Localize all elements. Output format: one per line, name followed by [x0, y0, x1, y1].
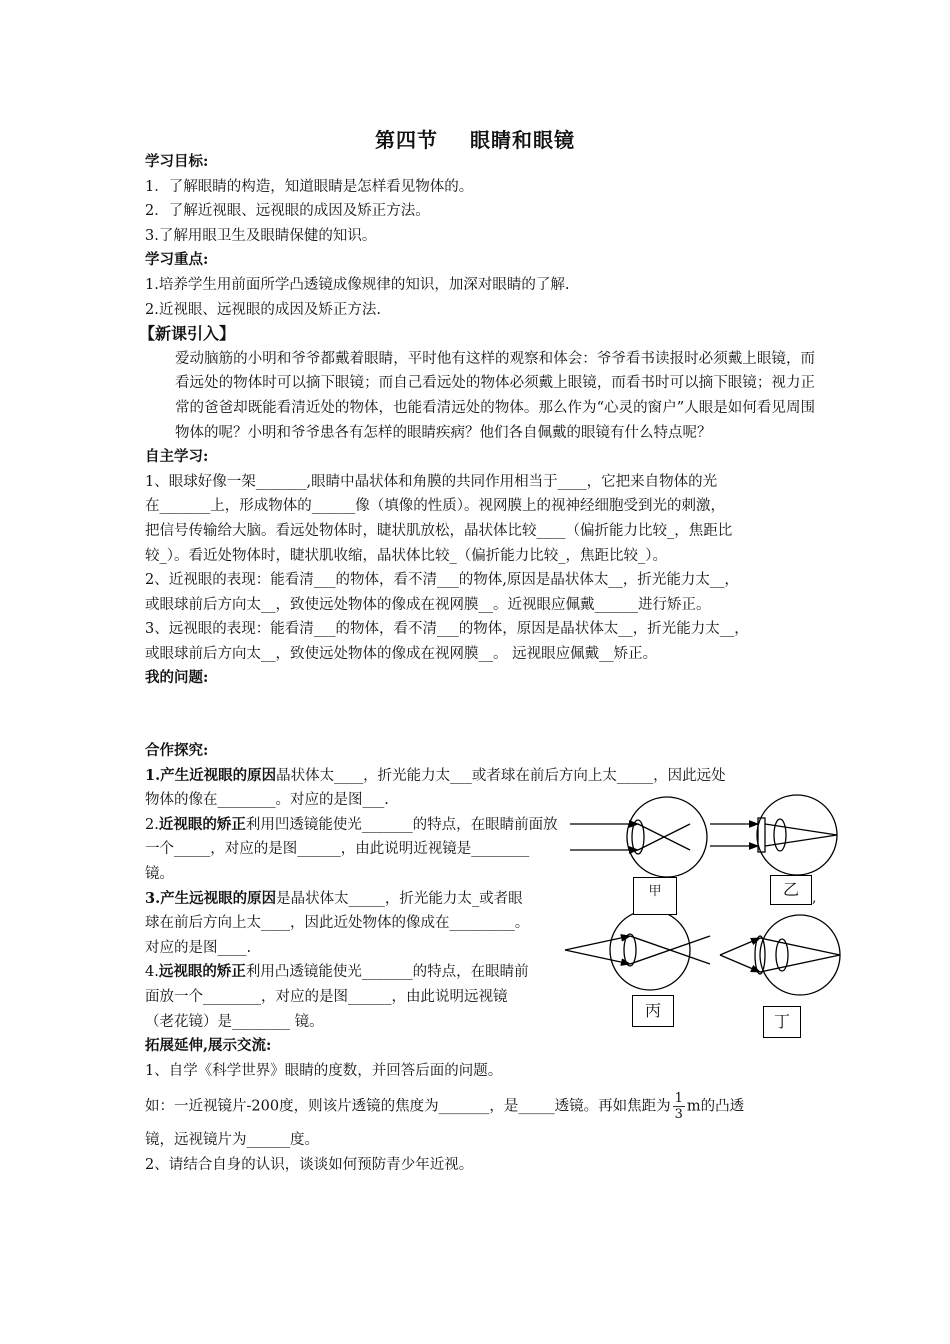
intro-text: 爱动脑筋的小明和爷爷都戴着眼睛，平时他有这样的观察和体会：爷爷看书读报时必须戴上眼镜，而看远处的物体时可以摘下眼镜；而自己看远处的物体必须戴上眼镜，而看书时可以摘下眼镜；视力正常的爸爸却既能看清近处的物体，也能看清远处的物体。那么作为“心灵的窗户”人眼是如何看见周围物体的呢？小明和爷爷患各有怎样的眼睛疾病？他们各自佩戴的眼镜有什么特点呢？: [175, 350, 815, 441]
eye-diagrams: [560, 790, 850, 1050]
coop-q3: [145, 887, 535, 961]
figure-label-bing: 丙: [632, 995, 674, 1027]
coop-q1-label: 1.产生近视眼的原因: [145, 766, 277, 784]
coop-q3-text: 是晶状体太_____，折光能力太_或者眼球在前后方向上太____，因此近处物体的像成在_________。对应的是图____.: [145, 890, 530, 956]
intro-heading: 【新课引入】: [139, 324, 236, 344]
coop-q4-number: 4.: [145, 964, 159, 981]
coop-q2-text: 利用凹透镜能使光_______的特点，在眼睛前面放一个_____，对应的是图______，由此说明近视镜是________ 镜。: [145, 816, 558, 883]
crystalline-lens: [774, 819, 786, 851]
intro-paragraph: [145, 347, 815, 445]
figure-label-jia: 甲: [633, 877, 677, 915]
coop-q4-text: 利用凸透镜能使光_______的特点，在眼睛前面放一个________，对应的是图______，由此说明远视镜（老花镜）是________ 镜。: [145, 964, 529, 1030]
extend-item2: 2、请结合自身的认识，谈谈如何预防青少年近视。: [145, 1156, 474, 1173]
goal-item: 1．了解眼睛的构造，知道眼睛是怎样看见物体的。: [145, 178, 474, 195]
goal-item: 2．了解近视眼、远视眼的成因及矫正方法。: [145, 203, 430, 220]
coop-q4: [145, 960, 535, 1034]
self-study-line: 在_______上，形成物体的______像（填像的性质）。视网膜上的视神经细胞受到光的刺激，: [145, 498, 725, 515]
self-study-heading: 自主学习:: [145, 448, 209, 466]
eyeball: [627, 797, 707, 877]
focus-heading: 学习重点:: [145, 251, 209, 269]
coop-q1-line2: 物体的像在________。对应的是图___.: [145, 792, 389, 809]
extend-example-line2: 镜，远视镜片为______度。: [145, 1132, 319, 1149]
crystalline-lens: [632, 820, 644, 854]
blank-space: [145, 691, 815, 715]
goals-heading: 学习目标:: [145, 153, 209, 170]
extend-heading: 拓展延伸,展示交流:: [145, 1037, 272, 1055]
coop-q1-text: 晶状体太____，折光能力太___或者球在前后方向上太_____，因此远处: [276, 767, 726, 784]
goal-item: 3.了解用眼卫生及眼睛保健的知识。: [145, 227, 377, 244]
figure-label-ding: 丁: [763, 1006, 801, 1038]
eye-diagram-yi: [710, 795, 837, 875]
section-topic: 眼睛和眼镜: [470, 128, 575, 152]
eye-diagram-ding: [720, 915, 840, 995]
section-number: 第四节: [375, 128, 438, 152]
eyeball: [757, 795, 837, 875]
self-study-line: 3、远视眼的表现：能看清___的物体，看不清___的物体，原因是晶状体太__，折光能力太__，: [145, 621, 749, 638]
fraction-numerator: 1: [674, 1091, 683, 1107]
eye-diagram-jia: [570, 797, 707, 877]
blank-space: [145, 715, 815, 739]
fraction: [673, 1091, 685, 1122]
extend-item1: 1、自学《科学世界》眼睛的度数，并回答后面的问题。: [145, 1062, 503, 1079]
page-title: [0, 124, 950, 153]
example-pre: 如：一近视镜片-200度，则该片透镜的焦度为_______，是_____透镜。再如焦距为: [145, 1098, 671, 1115]
self-study-line: 较_）。看近处物体时，睫状肌收缩，晶状体比较_（偏折能力比较_，焦距比较_）。: [145, 547, 667, 564]
focus-item: 1.培养学生用前面所学凸透镜成像规律的知识，加深对眼睛的了解.: [145, 276, 570, 293]
coop-heading: 合作探究:: [145, 742, 209, 760]
figure-label-yi: 乙: [770, 875, 812, 905]
figure-comma: ,: [812, 890, 817, 906]
extend-example: [145, 1091, 815, 1122]
fraction-denominator: 3: [674, 1107, 683, 1123]
coop-q2: [145, 813, 560, 887]
eye-diagrams-svg: [560, 790, 850, 1050]
my-questions-heading: 我的问题:: [145, 669, 209, 687]
coop-q3-label: 3.产生远视眼的原因: [145, 889, 277, 907]
example-post: m的凸透: [686, 1098, 745, 1115]
coop-q2-label: 近视眼的矫正: [158, 815, 246, 833]
self-study-line: 1、眼球好像一架_______,眼睛中晶状体和角膜的共同作用相当于____，它把来自物体的光: [145, 473, 718, 490]
self-study-line: 2、近视眼的表现：能看清___的物体，看不清___的物体,原因是晶状体太__，折光能力太__，: [145, 572, 739, 589]
coop-q4-label: 远视眼的矫正: [158, 963, 246, 981]
focus-item: 2.近视眼、远视眼的成因及矫正方法.: [145, 301, 381, 318]
crystalline-lens: [624, 934, 636, 966]
eye-diagram-bing: [565, 910, 710, 990]
eyeball: [760, 915, 840, 995]
coop-q1-line1: [145, 764, 815, 789]
coop-q2-number: 2.: [145, 816, 159, 833]
self-study-line: 或眼球前后方向太__，致使远处物体的像成在视网膜__。近视眼应佩戴______进行矫正。: [145, 596, 711, 613]
self-study-line: 把信号传输给大脑。看远处物体时，睫状肌放松，晶状体比较____（偏折能力比较_，焦距比: [145, 522, 733, 539]
self-study-line: 或眼球前后方向太__，致使远处物体的像成在视网膜__。 远视眼应佩戴__矫正。: [145, 645, 658, 662]
eyeball: [610, 910, 690, 990]
